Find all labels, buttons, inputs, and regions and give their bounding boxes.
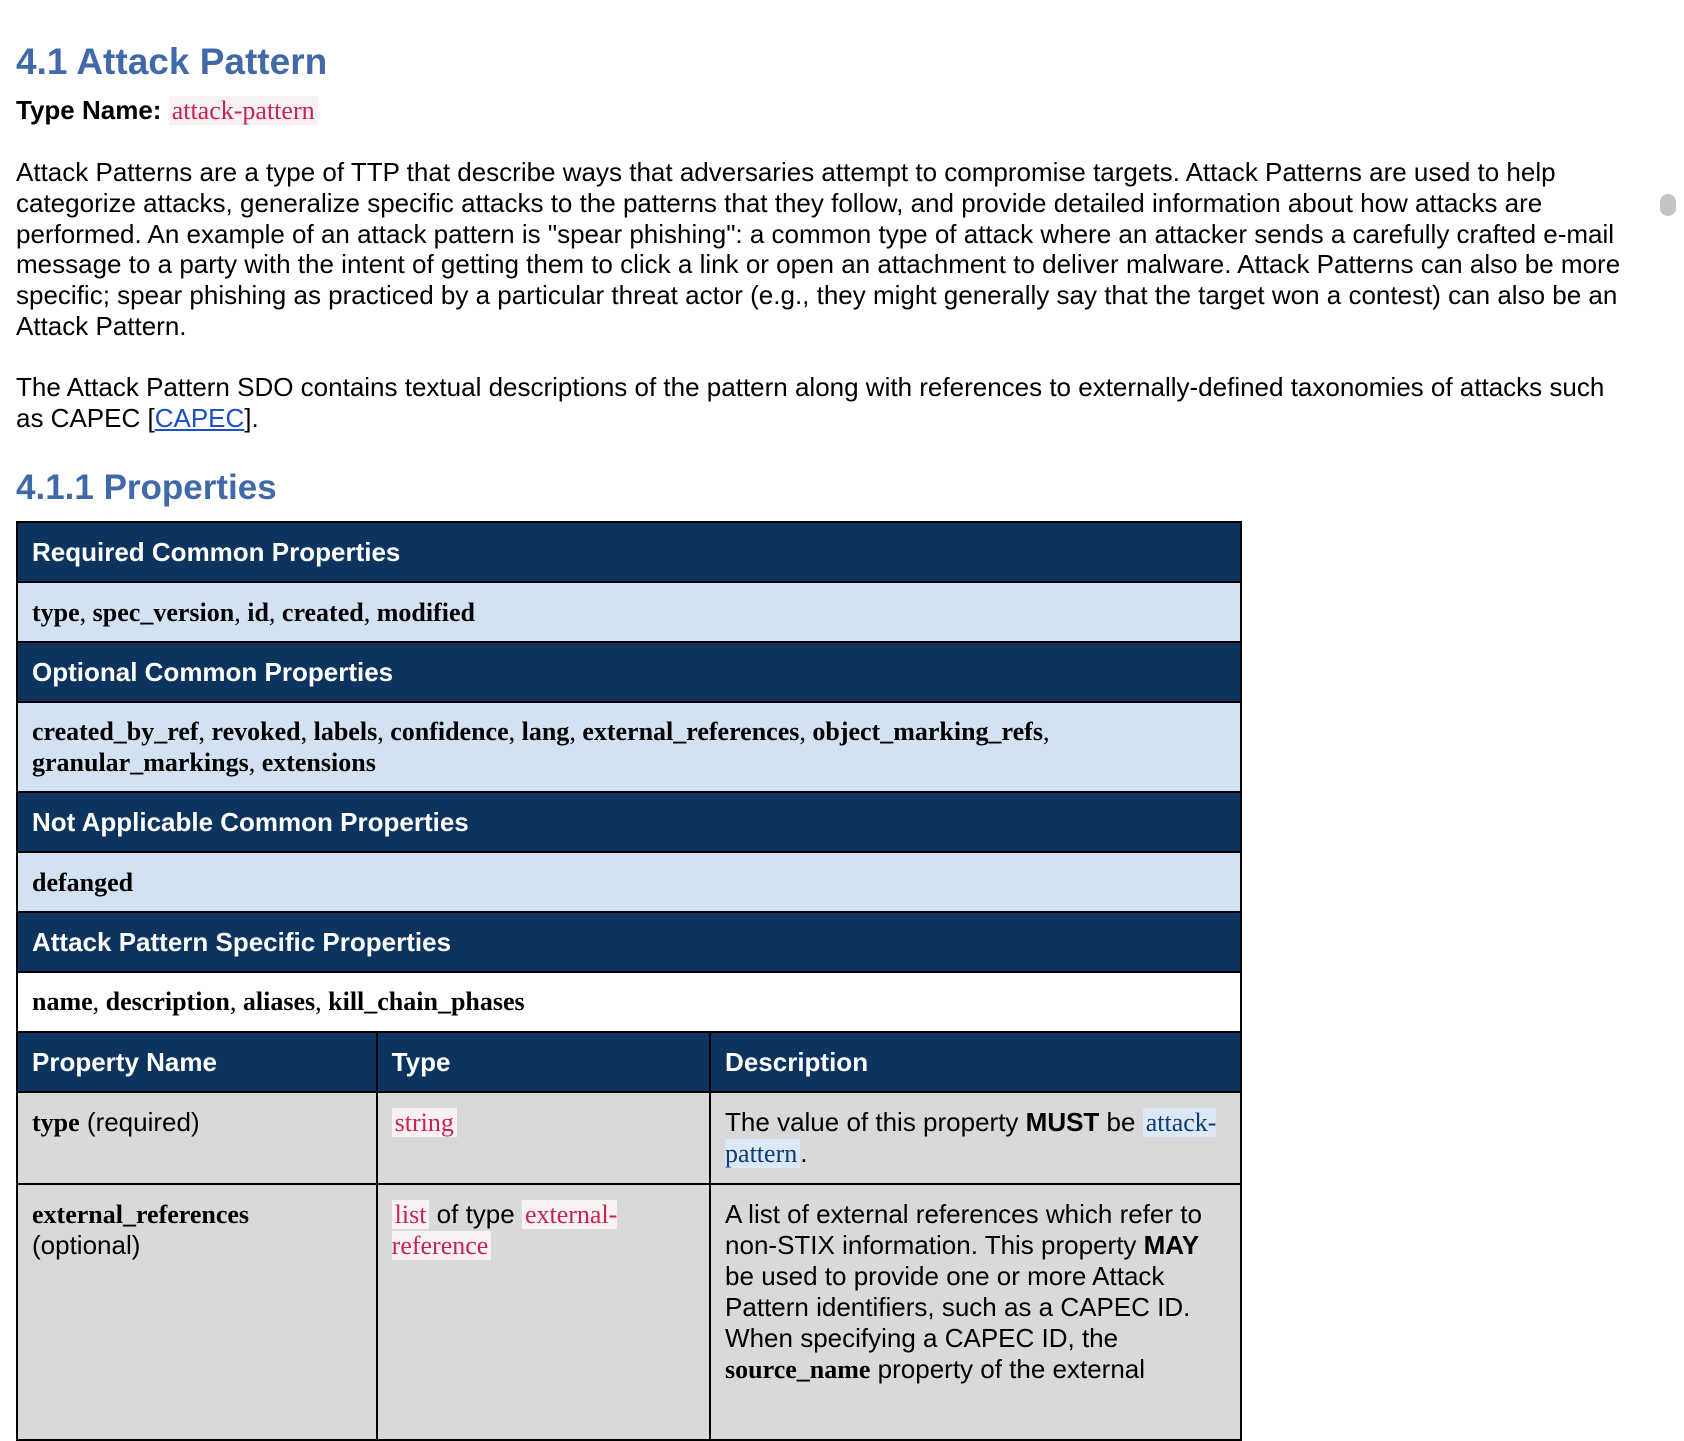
property-name: description [105, 987, 230, 1017]
property-name: external_references [32, 1200, 250, 1230]
properties-title: 4.1.1 Properties [16, 468, 277, 508]
property-name: extensions [261, 748, 376, 778]
description-text: . [800, 1138, 808, 1169]
property-name: spec_version [92, 597, 235, 627]
list-separator: , [229, 987, 243, 1017]
list-separator: , [248, 748, 262, 778]
specific-header: Attack Pattern Specific Properties [17, 912, 1241, 972]
table-row [17, 1092, 1241, 1184]
list-separator: , [1042, 717, 1050, 747]
column-header-type: Type [377, 1032, 710, 1092]
property-name: aliases [242, 987, 316, 1017]
property-name: kill_chain_phases [328, 987, 525, 1017]
type-name-label: Type Name: [16, 95, 162, 125]
list-separator: , [79, 597, 93, 627]
properties-table [16, 521, 1242, 1441]
type-name-value: attack-pattern [169, 96, 318, 125]
column-header-name: Property Name [17, 1032, 377, 1092]
sdo-paragraph-end: ]. [244, 402, 259, 433]
list-separator: , [198, 717, 212, 747]
description-text: be [1099, 1107, 1143, 1138]
list-separator: , [508, 717, 522, 747]
not-applicable-header: Not Applicable Common Properties [17, 792, 1241, 852]
sdo-paragraph-text: The Attack Pattern SDO contains textual descriptions of the pattern along with references to externally-defined taxonomies of attacks such as CAPEC [ [16, 371, 1605, 433]
list-separator: , [569, 717, 583, 747]
property-name: type [32, 1108, 80, 1138]
list-separator: , [300, 717, 314, 747]
list-separator: , [315, 987, 329, 1017]
description-value: attack-pattern [725, 1108, 1217, 1169]
description-text: A list of external references which refer to non-STIX information. This property [725, 1199, 1202, 1261]
property-type: string [392, 1108, 457, 1137]
intro-paragraph: Attack Patterns are a type of TTP that describe ways that adversaries attempt to compromise targets. Attack Patterns are used to help categorize attacks, generalize specific attacks to the patterns that they follow, and provide detailed information about how attacks are performed. An example of an attack pattern is "spear phishing": a common type of attack where an attacker sends a carefully crafted e-mail message to a party with the intent of getting them to click a link or open an attachment to deliver malware. Attack Patterns can also be more specific; spear phishing as practiced by a particular threat actor (e.g., they might generally say that the target won a contest) can also be an Attack Pattern. [16, 157, 1621, 341]
not-applicable-items [17, 852, 1241, 912]
property-name: object_marking_refs [812, 717, 1043, 747]
property-name: defanged [32, 867, 134, 897]
description-keyword: MUST [1025, 1107, 1100, 1138]
property-name: confidence [390, 717, 509, 747]
property-name: type [32, 597, 80, 627]
property-name-cell [17, 1092, 377, 1184]
type-name-line [16, 94, 1632, 127]
description-keyword: MAY [1143, 1230, 1200, 1261]
capec-link[interactable]: CAPEC [154, 402, 245, 433]
document-page [16, 0, 1632, 1441]
required-header: Required Common Properties [17, 522, 1241, 582]
list-separator: , [377, 717, 391, 747]
property-name: external_references [582, 717, 800, 747]
specific-items [17, 972, 1241, 1032]
sdo-paragraph [16, 372, 1632, 434]
property-description-cell [710, 1092, 1241, 1184]
list-separator: , [92, 987, 106, 1017]
section-title: 4.1 Attack Pattern [16, 41, 328, 82]
property-description-cell [710, 1184, 1241, 1440]
property-name: granular_markings [32, 748, 249, 778]
optional-items [17, 702, 1241, 792]
list-separator: , [268, 597, 282, 627]
list-separator: , [363, 597, 377, 627]
property-qualifier: (required) [86, 1107, 200, 1138]
property-name: created [281, 597, 364, 627]
property-name: created_by_ref [32, 717, 199, 747]
description-text: be used to provide one or more Attack Pattern identifiers, such as a CAPEC ID. When specifying a CAPEC ID, the [725, 1261, 1191, 1354]
description-text: The value of this property [725, 1107, 1026, 1138]
property-type-cell [377, 1092, 710, 1184]
optional-header: Optional Common Properties [17, 642, 1241, 702]
property-type-cell [377, 1184, 710, 1440]
property-name: modified [376, 597, 475, 627]
property-name: revoked [211, 717, 301, 747]
property-type: list [392, 1200, 430, 1229]
required-items [17, 582, 1241, 642]
property-qualifier: (optional) [32, 1230, 141, 1261]
property-name: lang [521, 717, 570, 747]
list-separator: , [799, 717, 813, 747]
scrollbar-thumb[interactable] [1660, 194, 1676, 216]
column-header-description: Description [710, 1032, 1241, 1092]
property-name: labels [313, 717, 378, 747]
table-row [17, 1184, 1241, 1440]
property-type-text: of type [429, 1199, 522, 1230]
property-type-ref: external-reference [391, 1200, 618, 1261]
property-name: id [247, 597, 269, 627]
property-name: name [32, 987, 93, 1017]
description-property: source_name [725, 1355, 871, 1385]
description-text: property of the external [870, 1354, 1146, 1385]
list-separator: , [234, 597, 248, 627]
property-name-cell [17, 1184, 377, 1440]
